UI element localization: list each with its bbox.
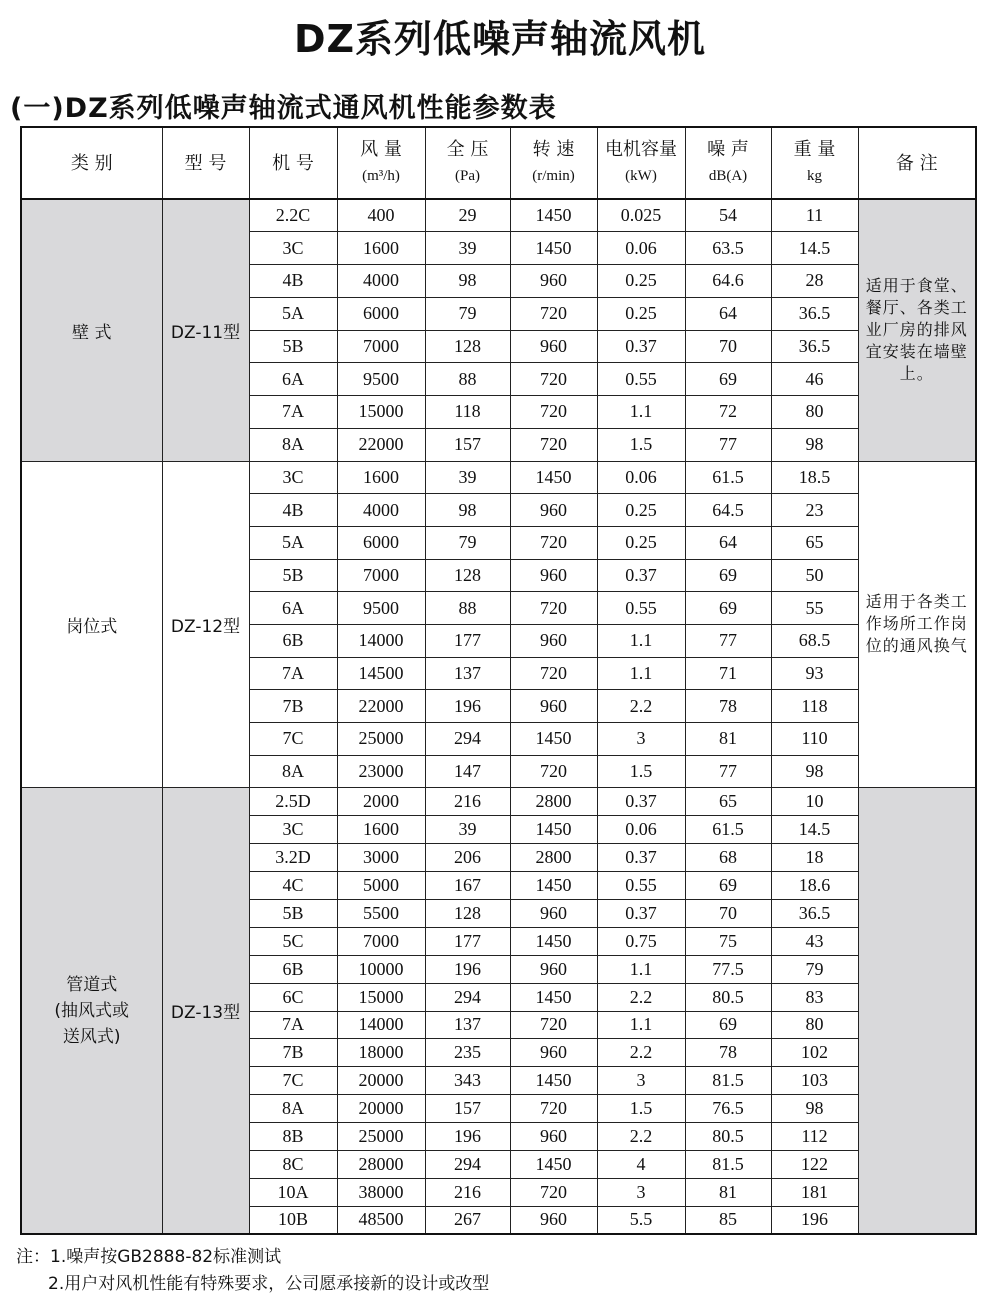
power-cell: 3 [597, 723, 685, 756]
airflow-cell: 15000 [337, 983, 425, 1011]
notes [16, 1244, 489, 1298]
power-cell: 1.1 [597, 955, 685, 983]
speed-cell: 960 [510, 899, 597, 927]
speed-cell: 720 [510, 1095, 597, 1123]
pressure-cell: 137 [425, 1011, 510, 1039]
pressure-cell: 216 [425, 1178, 510, 1206]
airflow-cell: 4000 [337, 265, 425, 298]
pressure-cell: 128 [425, 330, 510, 363]
category-line: 送风式) [62, 1026, 121, 1047]
power-cell: 2.2 [597, 983, 685, 1011]
noise-cell: 78 [685, 1039, 771, 1067]
speed-cell: 720 [510, 592, 597, 625]
noise-cell: 63.5 [685, 232, 771, 265]
model-cell: DZ-11型 [162, 199, 249, 461]
power-cell: 0.25 [597, 265, 685, 298]
airflow-cell: 400 [337, 199, 425, 232]
category-cell [21, 788, 162, 1234]
noise-cell: 72 [685, 396, 771, 429]
weight-cell: 79 [771, 955, 858, 983]
speed-cell: 1450 [510, 461, 597, 494]
airflow-cell: 38000 [337, 1178, 425, 1206]
speed-cell: 1450 [510, 1067, 597, 1095]
machine-no-cell: 6C [249, 983, 337, 1011]
table-row [21, 461, 976, 494]
power-cell: 4 [597, 1150, 685, 1178]
pressure-cell: 128 [425, 559, 510, 592]
pressure-cell: 88 [425, 592, 510, 625]
pressure-cell: 196 [425, 690, 510, 723]
power-cell: 0.55 [597, 592, 685, 625]
noise-cell: 68 [685, 844, 771, 872]
pressure-cell: 267 [425, 1206, 510, 1234]
airflow-cell: 9500 [337, 363, 425, 396]
note-line-1: 注：1.噪声按GB2888-82标准测试 [16, 1247, 282, 1267]
power-cell: 0.37 [597, 844, 685, 872]
table-subtitle: (一)DZ系列低噪声轴流式通风机性能参数表 [10, 93, 557, 124]
airflow-cell: 14500 [337, 657, 425, 690]
machine-no-cell: 4B [249, 494, 337, 527]
noise-cell: 81 [685, 1178, 771, 1206]
weight-cell: 196 [771, 1206, 858, 1234]
power-cell: 1.1 [597, 624, 685, 657]
speed-cell: 720 [510, 657, 597, 690]
speed-cell: 960 [510, 1206, 597, 1234]
weight-cell: 11 [771, 199, 858, 232]
pressure-cell: 157 [425, 1095, 510, 1123]
weight-cell: 181 [771, 1178, 858, 1206]
weight-cell: 46 [771, 363, 858, 396]
speed-cell: 720 [510, 396, 597, 429]
power-cell: 1.5 [597, 428, 685, 461]
power-cell: 0.06 [597, 232, 685, 265]
speed-cell: 1450 [510, 816, 597, 844]
weight-cell: 80 [771, 1011, 858, 1039]
speed-cell: 960 [510, 330, 597, 363]
noise-cell: 76.5 [685, 1095, 771, 1123]
airflow-cell: 25000 [337, 723, 425, 756]
machine-no-cell: 6B [249, 624, 337, 657]
power-cell: 2.2 [597, 690, 685, 723]
machine-no-cell: 4B [249, 265, 337, 298]
group-post [21, 461, 976, 788]
airflow-cell: 7000 [337, 330, 425, 363]
power-cell: 0.25 [597, 297, 685, 330]
noise-cell: 64.5 [685, 494, 771, 527]
airflow-cell: 5500 [337, 899, 425, 927]
noise-cell: 69 [685, 363, 771, 396]
noise-cell: 77.5 [685, 955, 771, 983]
pressure-cell: 167 [425, 872, 510, 900]
pressure-cell: 343 [425, 1067, 510, 1095]
airflow-cell: 2000 [337, 788, 425, 816]
speed-cell: 960 [510, 559, 597, 592]
pressure-cell: 128 [425, 899, 510, 927]
pressure-cell: 196 [425, 955, 510, 983]
pressure-cell: 294 [425, 723, 510, 756]
noise-cell: 77 [685, 755, 771, 788]
power-cell: 0.37 [597, 899, 685, 927]
power-cell: 0.37 [597, 788, 685, 816]
weight-cell: 18.6 [771, 872, 858, 900]
speed-cell: 1450 [510, 1150, 597, 1178]
pressure-cell: 147 [425, 755, 510, 788]
weight-cell: 14.5 [771, 816, 858, 844]
noise-cell: 77 [685, 624, 771, 657]
weight-cell: 23 [771, 494, 858, 527]
header-noise: 噪 声 dB(A) [685, 127, 771, 199]
airflow-cell: 3000 [337, 844, 425, 872]
speed-cell: 2800 [510, 788, 597, 816]
speed-cell: 1450 [510, 872, 597, 900]
airflow-cell: 18000 [337, 1039, 425, 1067]
airflow-cell: 6000 [337, 297, 425, 330]
weight-cell: 14.5 [771, 232, 858, 265]
noise-cell: 75 [685, 927, 771, 955]
machine-no-cell: 10A [249, 1178, 337, 1206]
pressure-cell: 294 [425, 1150, 510, 1178]
category-line: 管道式 [66, 974, 118, 995]
group-duct [21, 788, 976, 1234]
table-row [21, 788, 976, 816]
header-row [21, 127, 976, 199]
weight-cell: 50 [771, 559, 858, 592]
speed-cell: 1450 [510, 983, 597, 1011]
weight-cell: 103 [771, 1067, 858, 1095]
airflow-cell: 14000 [337, 624, 425, 657]
airflow-cell: 1600 [337, 816, 425, 844]
pressure-cell: 39 [425, 461, 510, 494]
speed-cell: 720 [510, 526, 597, 559]
machine-no-cell: 8A [249, 428, 337, 461]
weight-cell: 98 [771, 428, 858, 461]
power-cell: 2.2 [597, 1039, 685, 1067]
power-cell: 0.55 [597, 872, 685, 900]
group-wall [21, 199, 976, 461]
pressure-cell: 157 [425, 428, 510, 461]
machine-no-cell: 7C [249, 723, 337, 756]
weight-cell: 68.5 [771, 624, 858, 657]
power-cell: 1.5 [597, 755, 685, 788]
weight-cell: 83 [771, 983, 858, 1011]
pressure-cell: 118 [425, 396, 510, 429]
airflow-cell: 1600 [337, 461, 425, 494]
pressure-cell: 79 [425, 297, 510, 330]
remark-cell [858, 788, 976, 1234]
remark-cell: 适用于各类工作场所工作岗位的通风换气 [858, 461, 976, 788]
noise-cell: 80.5 [685, 1123, 771, 1151]
power-cell: 0.06 [597, 816, 685, 844]
airflow-cell: 4000 [337, 494, 425, 527]
pressure-cell: 196 [425, 1123, 510, 1151]
noise-cell: 61.5 [685, 816, 771, 844]
machine-no-cell: 3C [249, 461, 337, 494]
speed-cell: 720 [510, 428, 597, 461]
noise-cell: 64 [685, 297, 771, 330]
machine-no-cell: 8A [249, 1095, 337, 1123]
performance-table [20, 126, 977, 1235]
machine-no-cell: 7C [249, 1067, 337, 1095]
power-cell: 0.06 [597, 461, 685, 494]
weight-cell: 112 [771, 1123, 858, 1151]
speed-cell: 720 [510, 1178, 597, 1206]
power-cell: 0.025 [597, 199, 685, 232]
pressure-cell: 39 [425, 232, 510, 265]
speed-cell: 2800 [510, 844, 597, 872]
airflow-cell: 5000 [337, 872, 425, 900]
airflow-cell: 22000 [337, 428, 425, 461]
machine-no-cell: 3.2D [249, 844, 337, 872]
weight-cell: 36.5 [771, 297, 858, 330]
noise-cell: 71 [685, 657, 771, 690]
machine-no-cell: 6B [249, 955, 337, 983]
speed-cell: 1450 [510, 927, 597, 955]
weight-cell: 98 [771, 1095, 858, 1123]
weight-cell: 36.5 [771, 330, 858, 363]
power-cell: 0.25 [597, 494, 685, 527]
header-machine: 机 号 [249, 127, 337, 199]
machine-no-cell: 8A [249, 755, 337, 788]
machine-no-cell: 10B [249, 1206, 337, 1234]
pressure-cell: 98 [425, 494, 510, 527]
power-cell: 1.5 [597, 1095, 685, 1123]
pressure-cell: 88 [425, 363, 510, 396]
airflow-cell: 9500 [337, 592, 425, 625]
machine-no-cell: 3C [249, 816, 337, 844]
weight-cell: 118 [771, 690, 858, 723]
power-cell: 3 [597, 1178, 685, 1206]
power-cell: 0.25 [597, 526, 685, 559]
power-cell: 1.1 [597, 396, 685, 429]
header-pressure: 全 压 (Pa) [425, 127, 510, 199]
noise-cell: 54 [685, 199, 771, 232]
power-cell: 3 [597, 1067, 685, 1095]
airflow-cell: 7000 [337, 927, 425, 955]
machine-no-cell: 7B [249, 690, 337, 723]
noise-cell: 77 [685, 428, 771, 461]
weight-cell: 122 [771, 1150, 858, 1178]
header-speed: 转 速 (r/min) [510, 127, 597, 199]
machine-no-cell: 5A [249, 526, 337, 559]
speed-cell: 960 [510, 624, 597, 657]
machine-no-cell: 5B [249, 330, 337, 363]
noise-cell: 78 [685, 690, 771, 723]
noise-cell: 70 [685, 330, 771, 363]
pressure-cell: 137 [425, 657, 510, 690]
category-cell: 岗位式 [21, 461, 162, 788]
speed-cell: 960 [510, 265, 597, 298]
airflow-cell: 22000 [337, 690, 425, 723]
note-line-2: 2.用户对风机性能有特殊要求，公司愿承接新的设计或改型 [48, 1274, 490, 1294]
power-cell: 0.55 [597, 363, 685, 396]
noise-cell: 69 [685, 592, 771, 625]
pressure-cell: 294 [425, 983, 510, 1011]
weight-cell: 98 [771, 755, 858, 788]
airflow-cell: 25000 [337, 1123, 425, 1151]
machine-no-cell: 6A [249, 363, 337, 396]
machine-no-cell: 4C [249, 872, 337, 900]
power-cell: 0.37 [597, 559, 685, 592]
weight-cell: 43 [771, 927, 858, 955]
power-cell: 2.2 [597, 1123, 685, 1151]
machine-no-cell: 6A [249, 592, 337, 625]
header-type: 型 号 [162, 127, 249, 199]
machine-no-cell: 7A [249, 396, 337, 429]
airflow-cell: 20000 [337, 1095, 425, 1123]
machine-no-cell: 7B [249, 1039, 337, 1067]
machine-no-cell: 3C [249, 232, 337, 265]
weight-cell: 93 [771, 657, 858, 690]
speed-cell: 960 [510, 955, 597, 983]
noise-cell: 81.5 [685, 1067, 771, 1095]
machine-no-cell: 7A [249, 657, 337, 690]
machine-no-cell: 2.5D [249, 788, 337, 816]
table-row [21, 199, 976, 232]
speed-cell: 1450 [510, 723, 597, 756]
speed-cell: 720 [510, 297, 597, 330]
remark-cell: 适用于食堂、餐厅、各类工业厂房的排风宜安装在墙壁上。 [858, 199, 976, 461]
weight-cell: 28 [771, 265, 858, 298]
machine-no-cell: 8C [249, 1150, 337, 1178]
pressure-cell: 235 [425, 1039, 510, 1067]
machine-no-cell: 8B [249, 1123, 337, 1151]
machine-no-cell: 5B [249, 559, 337, 592]
noise-cell: 80.5 [685, 983, 771, 1011]
speed-cell: 960 [510, 494, 597, 527]
noise-cell: 69 [685, 872, 771, 900]
airflow-cell: 1600 [337, 232, 425, 265]
noise-cell: 70 [685, 899, 771, 927]
pressure-cell: 177 [425, 624, 510, 657]
airflow-cell: 14000 [337, 1011, 425, 1039]
weight-cell: 65 [771, 526, 858, 559]
pressure-cell: 39 [425, 816, 510, 844]
header-airflow: 风 量 (m³/h) [337, 127, 425, 199]
model-cell: DZ-12型 [162, 461, 249, 788]
speed-cell: 720 [510, 1011, 597, 1039]
noise-cell: 64 [685, 526, 771, 559]
airflow-cell: 20000 [337, 1067, 425, 1095]
airflow-cell: 10000 [337, 955, 425, 983]
category-line: (抽风式或 [54, 1000, 130, 1021]
noise-cell: 64.6 [685, 265, 771, 298]
weight-cell: 55 [771, 592, 858, 625]
pressure-cell: 206 [425, 844, 510, 872]
weight-cell: 102 [771, 1039, 858, 1067]
power-cell: 1.1 [597, 1011, 685, 1039]
pressure-cell: 177 [425, 927, 510, 955]
noise-cell: 69 [685, 559, 771, 592]
speed-cell: 960 [510, 1039, 597, 1067]
airflow-cell: 48500 [337, 1206, 425, 1234]
weight-cell: 80 [771, 396, 858, 429]
noise-cell: 69 [685, 1011, 771, 1039]
weight-cell: 18 [771, 844, 858, 872]
header-weight: 重 量 kg [771, 127, 858, 199]
speed-cell: 960 [510, 690, 597, 723]
speed-cell: 1450 [510, 199, 597, 232]
weight-cell: 18.5 [771, 461, 858, 494]
machine-no-cell: 5A [249, 297, 337, 330]
airflow-cell: 7000 [337, 559, 425, 592]
pressure-cell: 29 [425, 199, 510, 232]
airflow-cell: 15000 [337, 396, 425, 429]
header-remark: 备 注 [858, 127, 976, 199]
weight-cell: 36.5 [771, 899, 858, 927]
airflow-cell: 6000 [337, 526, 425, 559]
noise-cell: 85 [685, 1206, 771, 1234]
speed-cell: 960 [510, 1123, 597, 1151]
pressure-cell: 79 [425, 526, 510, 559]
noise-cell: 81.5 [685, 1150, 771, 1178]
header-category: 类 别 [21, 127, 162, 199]
noise-cell: 81 [685, 723, 771, 756]
power-cell: 0.37 [597, 330, 685, 363]
power-cell: 0.75 [597, 927, 685, 955]
power-cell: 5.5 [597, 1206, 685, 1234]
speed-cell: 1450 [510, 232, 597, 265]
noise-cell: 61.5 [685, 461, 771, 494]
machine-no-cell: 5B [249, 899, 337, 927]
pressure-cell: 98 [425, 265, 510, 298]
weight-cell: 10 [771, 788, 858, 816]
machine-no-cell: 7A [249, 1011, 337, 1039]
model-cell: DZ-13型 [162, 788, 249, 1234]
weight-cell: 110 [771, 723, 858, 756]
speed-cell: 720 [510, 363, 597, 396]
machine-no-cell: 5C [249, 927, 337, 955]
airflow-cell: 28000 [337, 1150, 425, 1178]
machine-no-cell: 2.2C [249, 199, 337, 232]
noise-cell: 65 [685, 788, 771, 816]
airflow-cell: 23000 [337, 755, 425, 788]
page-title: DZ系列低噪声轴流风机 [293, 17, 707, 61]
power-cell: 1.1 [597, 657, 685, 690]
speed-cell: 720 [510, 755, 597, 788]
header-power: 电机容量 (kW) [597, 127, 685, 199]
category-cell: 壁 式 [21, 199, 162, 461]
pressure-cell: 216 [425, 788, 510, 816]
